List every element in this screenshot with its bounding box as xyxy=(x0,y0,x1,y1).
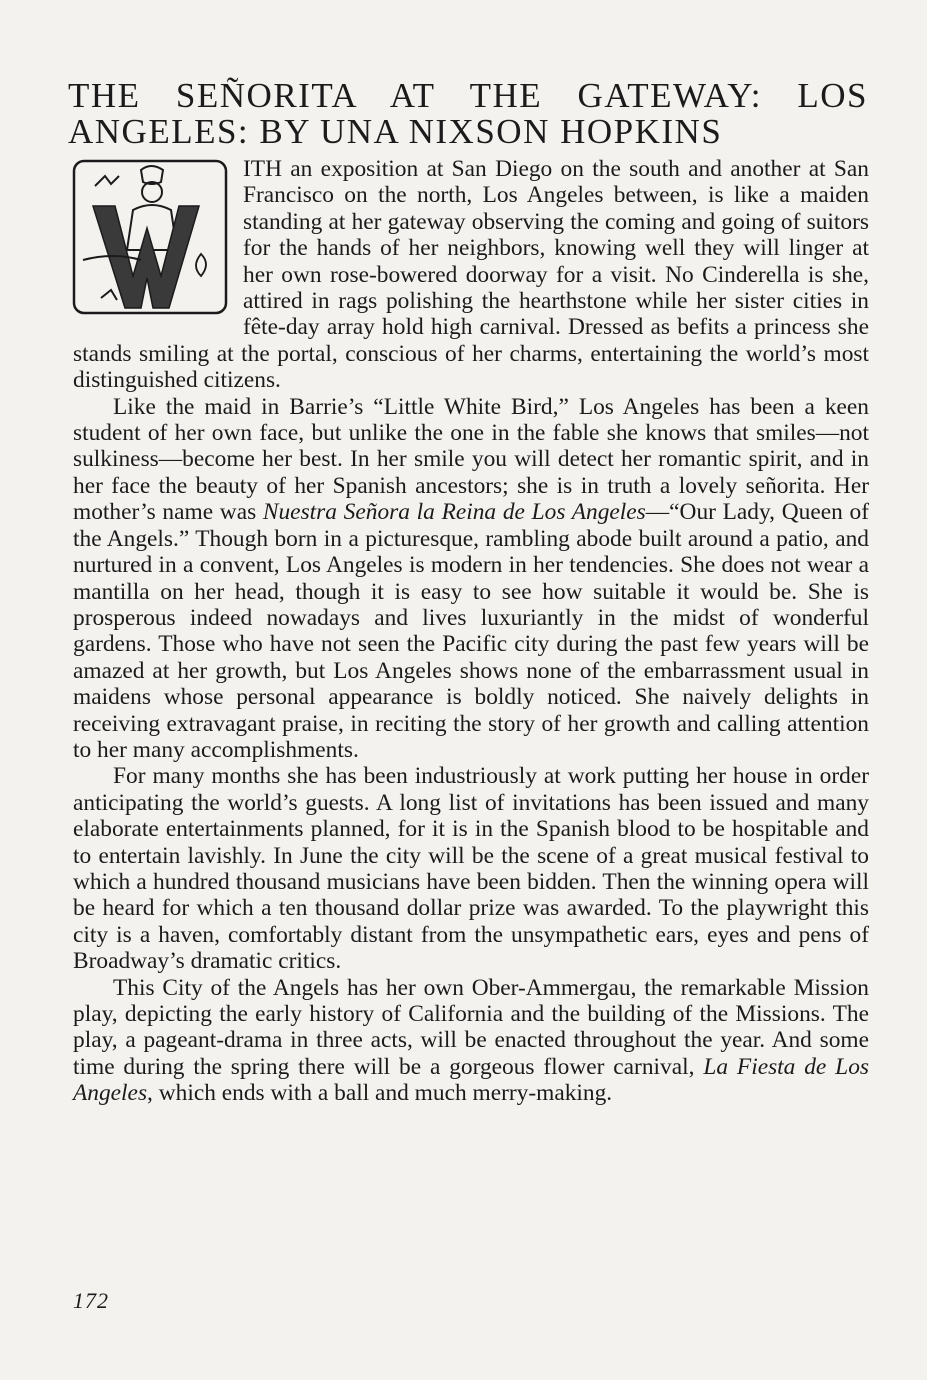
paragraph-2-text-a: Like the maid in Barrie’s “Little White Bird,” Los Angeles has been a keen student of her own face, but unlike the one in the fable she knows that smiles—not sulkiness—become her best. In her smile you will detect her romantic spirit, and in her face the beauty of her Spanish ancestors; she is in truth a lovely señorita. Her mother’s name was xyxy=(73,393,869,526)
illustrated-initial-w-icon xyxy=(71,158,229,316)
paragraph-4-text-a: This City of the Angels has her own Ober-Ammergau, the remarkable Mission play, depicting the early history of California and the building of the Missions. The play, a pageant-drama in three acts, will be enacted throughout the year. And some time during the spring there will be a gorgeous flower carnival, xyxy=(73,974,869,1080)
paragraph-4-text-b: , which ends with a ball and much merry-making. xyxy=(147,1080,613,1107)
paragraph-3: For many months she has been industriously at work putting her house in order anticipating the world’s guests. A long list of invitations has been issued and many elaborate entertainments planned, for it is in the Spanish blood to be hospitable and to entertain lavishly. In June the city will be the scene of a great musical festival to which a hundred thousand musicians have been bidden. Then the winning opera will be heard for which a ten thousand dollar prize was awarded. To the playwright this city is a haven, comfortably distant from the unsympathetic ears, eyes and pens of Broadway’s dramatic critics. xyxy=(73,763,869,975)
paragraph-4 xyxy=(73,975,869,1107)
title-line-2: ANGELES: BY UNA NIXSON HOPKINS xyxy=(68,112,723,151)
page-number: 172 xyxy=(73,1288,109,1313)
article-title xyxy=(68,78,868,150)
paragraph-2-text-b: —“Our Lady, Queen of the Angels.” Though born in a picturesque, rambling abode built around a patio, and nurtured in a convent, Los Angeles is modern in her tendencies. She does not wear a mantilla on her head, though it is easy to see how suitable it would be. She is prosperous indeed nowadays and lives luxuriantly in the midst of wonderful gardens. Those who have not seen the Pacific city during the past few years will be amazed at her growth, but Los Angeles shows none of the embarrassment usual in maidens whose personal appearance is boldly noticed. She naively delights in receiving extravagant praise, in reciting the story of her growth and calling attention to her many accomplishments. xyxy=(73,499,869,763)
title-line-1: THE SEÑORITA AT THE GATEWAY: LOS xyxy=(68,76,868,115)
article-body xyxy=(73,156,869,1107)
paragraph-4-italic: La Fiesta de Los Angeles xyxy=(73,1053,869,1107)
paragraph-1-text: ITH an exposition at San Diego on the south and another at San Francisco on the north, Los Angeles between, is like a maiden standing at her gateway observing the coming and going of suitors for the hands of her neighbors, knowing well they will linger at her own rose-bowered doorway for a visit. No Cinderella is she, attired in rags polishing the hearthstone while her sister cities in fête-day array hold high carnival. Dressed as befits a princess she stands smiling at the portal, conscious of her charms, entertaining the world’s most distinguished citizens. xyxy=(73,156,869,394)
paragraph-1 xyxy=(73,156,869,394)
paragraph-2-italic: Nuestra Señora la Reina de Los Angeles xyxy=(262,499,646,526)
paragraph-2 xyxy=(73,394,869,764)
